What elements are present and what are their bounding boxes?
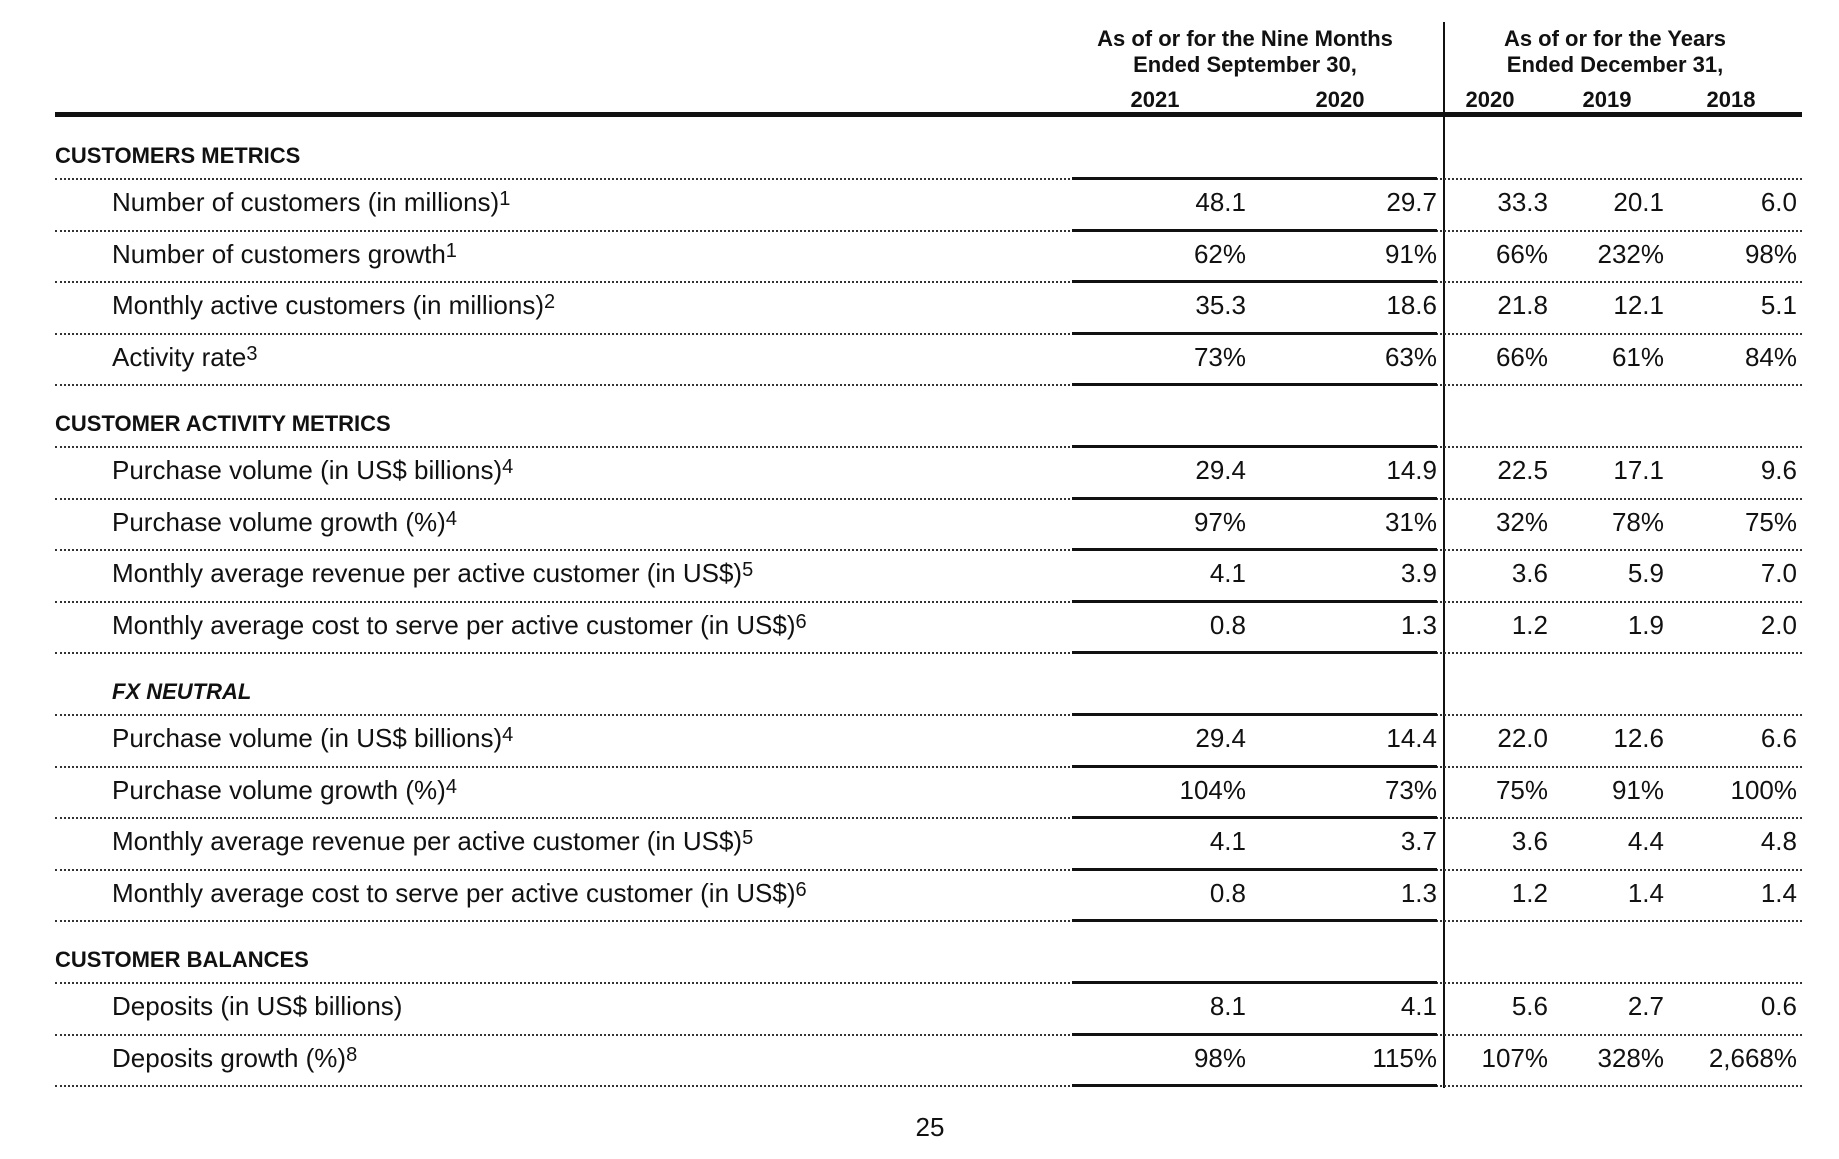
cell-underline — [1258, 229, 1437, 232]
year-header-2021: 2021 — [1130, 87, 1180, 112]
table-cell: 8.1 — [1209, 991, 1246, 1021]
cell-overline — [1072, 445, 1258, 448]
table-cell: 4.1 — [1400, 991, 1437, 1021]
table-cell: 0.8 — [1209, 609, 1246, 640]
cell-underline — [1072, 332, 1258, 335]
cell-underline — [1072, 497, 1258, 500]
row-divider — [55, 549, 1802, 551]
footnote-marker: 1 — [445, 239, 457, 262]
row-label-text: Monthly average cost to serve per active customer (in US$) — [112, 877, 796, 908]
footnote-marker: 6 — [795, 878, 807, 901]
table-cell: 84% — [1744, 341, 1797, 372]
cell-underline — [1258, 497, 1437, 500]
column-group-divider — [1443, 22, 1445, 1088]
section-title: CUSTOMERS METRICS — [55, 143, 301, 168]
table-cell: 3.9 — [1400, 558, 1437, 588]
row-divider — [55, 714, 1802, 716]
table-cell: 29.7 — [1386, 187, 1437, 217]
table-cell: 1.3 — [1400, 877, 1437, 908]
table-cell: 3.6 — [1511, 826, 1548, 856]
table-cell: 29.4 — [1195, 455, 1246, 485]
table-cell: 12.1 — [1613, 290, 1664, 320]
table-cell: 6.0 — [1760, 187, 1797, 217]
cell-underline — [1258, 600, 1437, 603]
section-title: CUSTOMER BALANCES — [55, 947, 309, 972]
table-cell: 73% — [1193, 341, 1246, 372]
table-cell: 97% — [1193, 506, 1246, 537]
cell-underline — [1072, 383, 1258, 386]
row-label-text: Deposits (in US$ billions) — [112, 991, 403, 1021]
cell-overline — [1072, 981, 1258, 984]
cell-underline — [1258, 868, 1437, 871]
row-label — [112, 1043, 357, 1074]
cell-overline — [1258, 713, 1437, 716]
year-header-2020: 2020 — [1465, 87, 1515, 112]
cell-underline — [1072, 868, 1258, 871]
years-header-line1: As of or for the Years — [1503, 26, 1727, 51]
table-cell: 328% — [1597, 1042, 1664, 1073]
table-cell: 2.0 — [1760, 609, 1797, 640]
table-cell: 61% — [1611, 341, 1664, 372]
table-cell: 48.1 — [1195, 187, 1246, 217]
cell-underline — [1258, 765, 1437, 768]
row-label — [112, 290, 555, 321]
table-cell: 3.6 — [1511, 558, 1548, 588]
row-divider — [55, 982, 1802, 984]
table-cell: 29.4 — [1195, 723, 1246, 753]
nine-months-header-line2: Ended September 30, — [1133, 52, 1357, 77]
row-label-text: Purchase volume (in US$ billions) — [112, 455, 503, 485]
footnote-marker: 6 — [795, 610, 807, 633]
row-divider — [55, 1085, 1802, 1087]
table-cell: 91% — [1611, 774, 1664, 805]
section-title: FX NEUTRAL — [112, 679, 252, 704]
row-label-text: Monthly average cost to serve per active customer (in US$) — [112, 609, 796, 640]
footnote-marker: 1 — [499, 188, 511, 210]
cell-underline — [1258, 1033, 1437, 1036]
cell-overline — [1258, 177, 1437, 180]
table-cell: 66% — [1495, 341, 1548, 372]
table-cell: 107% — [1481, 1042, 1548, 1073]
table-cell: 22.5 — [1497, 455, 1548, 485]
table-cell: 104% — [1179, 774, 1246, 805]
cell-overline — [1072, 713, 1258, 716]
footnote-marker: 4 — [502, 724, 514, 746]
row-divider — [55, 178, 1802, 180]
row-label — [112, 507, 457, 538]
cell-underline — [1072, 919, 1258, 922]
cell-underline — [1072, 816, 1258, 819]
table-cell: 14.4 — [1386, 723, 1437, 753]
footnote-marker: 5 — [742, 827, 754, 849]
table-cell: 1.9 — [1627, 609, 1664, 640]
row-label — [112, 991, 402, 1022]
cell-underline — [1258, 816, 1437, 819]
row-divider — [55, 446, 1802, 448]
row-label — [112, 723, 513, 754]
table-cell: 4.4 — [1627, 826, 1664, 856]
table-cell: 35.3 — [1195, 290, 1246, 320]
table-cell: 2.7 — [1627, 991, 1664, 1021]
table-cell: 100% — [1730, 774, 1797, 805]
table-cell: 0.6 — [1760, 991, 1797, 1021]
table-cell: 9.6 — [1760, 455, 1797, 485]
table-cell: 62% — [1193, 238, 1246, 269]
row-label — [112, 239, 457, 270]
cell-underline — [1258, 919, 1437, 922]
row-divider — [55, 920, 1802, 922]
cell-underline — [1072, 1033, 1258, 1036]
cell-underline — [1072, 765, 1258, 768]
table-cell: 98% — [1193, 1042, 1246, 1073]
row-divider — [55, 869, 1802, 871]
table-cell: 115% — [1372, 1042, 1437, 1073]
section-title: CUSTOMER ACTIVITY METRICS — [55, 411, 391, 436]
table-cell: 12.6 — [1613, 723, 1664, 753]
row-divider — [55, 333, 1802, 335]
footnote-marker: 4 — [445, 507, 457, 530]
table-cell: 4.8 — [1760, 826, 1797, 856]
footnote-marker: 3 — [246, 342, 258, 365]
row-label-text: Purchase volume growth (%) — [112, 506, 446, 537]
year-header-2020-nine-months: 2020 — [1315, 87, 1365, 112]
year-header-2018: 2018 — [1706, 87, 1756, 112]
row-label-text: Monthly average revenue per active customer (in US$) — [112, 558, 743, 588]
row-divider — [55, 384, 1802, 386]
cell-underline — [1258, 280, 1437, 283]
footnote-marker: 8 — [346, 1043, 358, 1066]
cell-underline — [1258, 332, 1437, 335]
cell-underline — [1258, 651, 1437, 654]
nine-months-header — [1080, 26, 1410, 78]
table-cell: 17.1 — [1613, 455, 1664, 485]
table-cell: 232% — [1597, 238, 1664, 269]
table-cell: 20.1 — [1613, 187, 1664, 217]
footnote-marker: 4 — [445, 775, 457, 798]
row-label-text: Number of customers (in millions) — [112, 187, 500, 217]
cell-underline — [1072, 280, 1258, 283]
row-divider — [55, 652, 1802, 654]
table-cell: 4.1 — [1209, 558, 1246, 588]
cell-underline — [1072, 1084, 1258, 1087]
table-cell: 75% — [1495, 774, 1548, 805]
row-divider — [55, 766, 1802, 768]
cell-underline — [1258, 548, 1437, 551]
table-cell: 1.3 — [1400, 609, 1437, 640]
row-label-text: Number of customers growth — [112, 238, 446, 269]
table-cell: 14.9 — [1386, 455, 1437, 485]
table-cell: 2,668% — [1708, 1042, 1797, 1073]
cell-underline — [1258, 383, 1437, 386]
row-divider — [55, 230, 1802, 232]
row-label-text: Activity rate — [112, 341, 247, 372]
table-cell: 22.0 — [1497, 723, 1548, 753]
nine-months-header-line1: As of or for the Nine Months — [1097, 26, 1393, 51]
row-label-text: Purchase volume growth (%) — [112, 774, 446, 805]
footnote-marker: 2 — [544, 291, 556, 313]
table-cell: 21.8 — [1497, 290, 1548, 320]
row-label — [112, 558, 753, 589]
row-label — [112, 775, 457, 806]
row-label-text: Monthly active customers (in millions) — [112, 290, 545, 320]
row-label-text: Purchase volume (in US$ billions) — [112, 723, 503, 753]
page-number: 25 — [915, 1112, 945, 1142]
table-cell: 5.9 — [1627, 558, 1664, 588]
table-cell: 66% — [1495, 238, 1548, 269]
cell-overline — [1258, 981, 1437, 984]
table-cell: 78% — [1611, 506, 1664, 537]
row-label — [112, 342, 258, 373]
row-divider — [55, 498, 1802, 500]
row-divider — [55, 281, 1802, 283]
header-rule — [55, 112, 1802, 117]
table-cell: 1.2 — [1511, 877, 1548, 908]
cell-underline — [1072, 600, 1258, 603]
row-label — [112, 878, 807, 909]
row-divider — [55, 1034, 1802, 1036]
years-header-line2: Ended December 31, — [1506, 52, 1724, 77]
table-cell: 63% — [1384, 341, 1437, 372]
table-cell: 1.4 — [1627, 877, 1664, 908]
table-cell: 5.1 — [1760, 290, 1797, 320]
table-cell: 31% — [1384, 506, 1437, 537]
cell-underline — [1258, 1084, 1437, 1087]
row-label-text: Monthly average revenue per active customer (in US$) — [112, 826, 743, 856]
row-label — [112, 187, 510, 218]
year-header-2019: 2019 — [1582, 87, 1632, 112]
table-cell: 1.2 — [1511, 609, 1548, 640]
row-divider — [55, 817, 1802, 819]
row-label — [112, 826, 753, 857]
footnote-marker: 5 — [742, 559, 754, 581]
table-cell: 91% — [1384, 238, 1437, 269]
table-cell: 98% — [1744, 238, 1797, 269]
table-cell: 4.1 — [1209, 826, 1246, 856]
row-label — [112, 455, 513, 486]
cell-underline — [1072, 229, 1258, 232]
row-label-text: Deposits growth (%) — [112, 1042, 347, 1073]
years-header — [1450, 26, 1780, 78]
table-cell: 5.6 — [1511, 991, 1548, 1021]
cell-underline — [1072, 651, 1258, 654]
table-cell: 75% — [1744, 506, 1797, 537]
row-label — [112, 610, 807, 641]
table-cell: 73% — [1384, 774, 1437, 805]
cell-overline — [1258, 445, 1437, 448]
table-cell: 3.7 — [1400, 826, 1437, 856]
table-cell: 0.8 — [1209, 877, 1246, 908]
table-cell: 7.0 — [1760, 558, 1797, 588]
row-divider — [55, 601, 1802, 603]
table-cell: 32% — [1495, 506, 1548, 537]
table-cell: 1.4 — [1760, 877, 1797, 908]
cell-overline — [1072, 177, 1258, 180]
table-cell: 18.6 — [1386, 290, 1437, 320]
table-cell: 33.3 — [1497, 187, 1548, 217]
footnote-marker: 4 — [502, 456, 514, 478]
table-cell: 6.6 — [1760, 723, 1797, 753]
cell-underline — [1072, 548, 1258, 551]
